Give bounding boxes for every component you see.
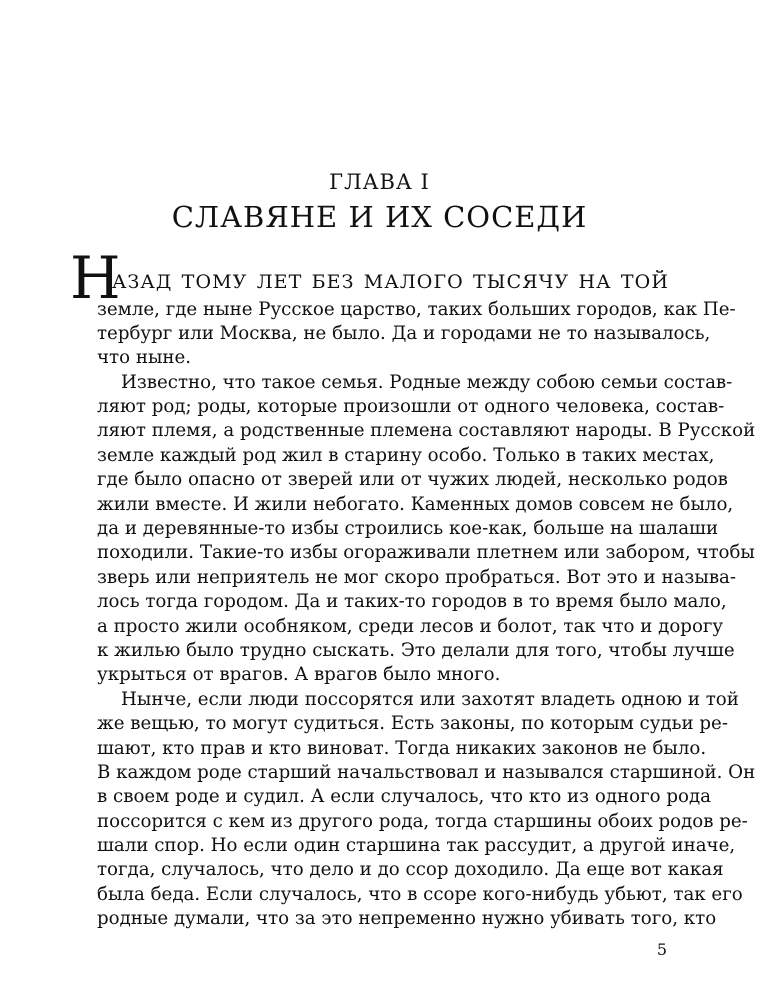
text-line: шают, кто прав и кто виноват. Тогда никаких законов не было. — [97, 737, 707, 759]
text-line: Известно, что такое семья. Родные между собою семьи состав- — [121, 371, 733, 393]
text-line: В каждом роде старший начальствовал и назывался старшиной. Он — [97, 761, 756, 783]
text-line: была беда. Если случалось, что в ссоре кого-нибудь убьют, так его — [97, 883, 743, 905]
page-number: 5 — [656, 940, 667, 959]
opening-line — [70, 244, 669, 313]
text-line: лось тогда городом. Да и таких-то городов в то время было мало, — [97, 591, 727, 613]
text-line: поссорится с кем из другого рода, тогда старшины обоих родов ре- — [97, 810, 748, 832]
text-line: в своем роде и судил. А если случалось, что кто из одного рода — [97, 786, 711, 808]
text-line: тогда, случалось, что дело и до ссор доходило. Да еще вот какая — [97, 859, 724, 881]
text-line: ляют род; роды, которые произошли от одного человека, состав- — [97, 396, 725, 418]
text-line: походили. Такие-то избы огораживали плетнем или забором, чтобы — [97, 542, 755, 564]
text-line: где было опасно от зверей или от чужих людей, несколько родов — [97, 469, 728, 491]
text-line: к жилью было трудно сыскать. Это делали для того, чтобы лучше — [97, 639, 735, 661]
chapter-title: СЛАВЯНЕ И ИХ СОСЕДИ — [171, 200, 588, 234]
text-line: шали спор. Но если один старшина так рассудит, а другой иначе, — [97, 835, 736, 857]
text-line: жили вместе. И жили небогато. Каменных домов совсем не было, — [97, 493, 734, 515]
text-line: же вещью, то могут судиться. Есть законы, по которым судьи ре- — [97, 713, 728, 735]
text-line: что ныне. — [97, 347, 192, 369]
text-line: ляют племя, а родственные племена составляют народы. В Русской — [97, 420, 756, 442]
chapter-label: ГЛАВА I — [329, 170, 430, 194]
paragraph — [97, 371, 756, 688]
text-line: земле, где ныне Русское царство, таких больших городов, как Пе- — [97, 298, 736, 320]
body-text — [70, 244, 756, 932]
paragraph — [97, 688, 756, 932]
text-line: а просто жили особняком, среди лесов и болот, так что и дорогу — [97, 615, 724, 637]
text-line: земле каждый род жил в старину особо. Только в таких местах, — [97, 444, 715, 466]
opening-lead-caps: АЗАД ТОМУ ЛЕТ БЕЗ МАЛОГО ТЫСЯЧУ НА ТОЙ — [112, 271, 669, 293]
text-line: зверь или неприятель не мог скоро пробраться. Вот это и называ- — [97, 566, 737, 588]
drop-cap: Н — [70, 244, 121, 312]
text-line: укрыться от врагов. А врагов было много. — [97, 664, 501, 686]
text-line: да и деревянные-то избы строились кое-как, больше на шалаши — [97, 518, 719, 540]
text-line: Нынче, если люди поссорятся или захотят владеть одною и той — [121, 688, 739, 710]
text-line: тербург или Москва, не было. Да и городами не то называлось, — [97, 322, 711, 344]
paragraphs — [97, 298, 756, 932]
text-line: родные думали, что за это непременно нужно убивать того, кто — [97, 908, 717, 930]
